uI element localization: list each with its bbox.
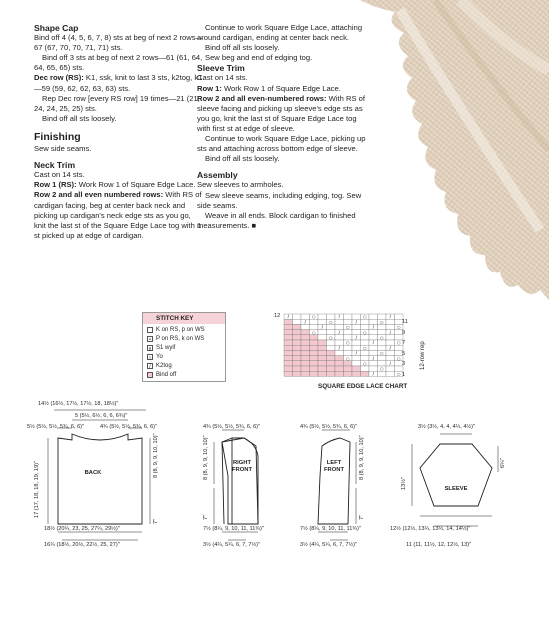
chart-cell [293, 335, 302, 340]
sleeve-row2-text: With RS of sleeve facing and picking up sleeve's edge sts as you go, knit the last st of Square Edge Lace tog with first st at edge of sleeve. [197, 93, 365, 133]
shaded-square-icon [147, 372, 153, 378]
right-front-bottom-1: 7½ (8¼, 9, 10, 11, 11¾)" [203, 526, 264, 532]
chart-symbol: / [355, 319, 357, 325]
chart-cell [318, 350, 327, 355]
sleeve-cast-on: Cast on 14 sts. [197, 73, 248, 83]
chart-symbol: / [338, 329, 340, 335]
chart-cell [344, 366, 353, 371]
chart-symbol: ○ [312, 329, 316, 335]
dot-square-icon: • [147, 336, 153, 342]
right-front-top: 4¾ (5½, 5½, 5¾, 6, 6)" [203, 424, 261, 430]
lace-chart-caption: SQUARE EDGE LACE CHART [318, 383, 408, 390]
slash-icon: / [147, 363, 153, 369]
back-armhole: 8 (8, 9, 9, 10, 10)" [153, 433, 159, 478]
chart-cell [335, 371, 344, 376]
back-shoulder-left: 5½ (5½, 5½, 5¾, 6, 6)" [27, 424, 85, 430]
sew-edging: Sew beg and end of edging tog. [205, 53, 313, 63]
lace-row-12: 12 [274, 313, 281, 319]
right-front-outline [222, 438, 258, 524]
stitch-key-title: STITCH KEY [143, 313, 225, 324]
chart-cell [318, 366, 327, 371]
sleeve-trim-heading: Sleeve Trim [197, 63, 245, 74]
chart-symbol: / [372, 371, 374, 377]
finishing-heading: Finishing [34, 130, 81, 143]
chart-cell [369, 314, 378, 319]
chart-symbol: / [372, 324, 374, 330]
chart-cell [344, 330, 353, 335]
left-front-bottom-2: 3½ (4¼, 5¼, 6, 7, 7½)" [300, 542, 358, 548]
chart-symbol: / [338, 345, 340, 351]
slip-stitch-icon: ∨ [148, 346, 152, 352]
chart-symbol: ○ [363, 345, 367, 351]
chart-symbol: ○ [397, 340, 401, 346]
shape-cap-step-2: Bind off 3 sts at beg of next 2 rows—61 (61, 64, 64, 65, 65) sts. [34, 53, 203, 73]
chart-cell [293, 314, 302, 319]
chart-cell [310, 340, 319, 345]
chart-symbol: ○ [397, 355, 401, 361]
left-front-label: LEFT FRONT [324, 460, 344, 473]
sew-sleeves: Sew sleeves to armholes. [197, 180, 284, 190]
back-label: BACK [84, 470, 102, 476]
chart-cell [344, 345, 353, 350]
chart-cell [378, 371, 387, 376]
sleeve-top: 3½ (3½, 4, 4, 4¼, 4½)" [418, 424, 476, 430]
chart-cell [318, 340, 327, 345]
chart-cell [344, 371, 353, 376]
chart-cell [378, 324, 387, 329]
chart-cell [284, 366, 293, 371]
sleeve-bottom-1: 12½ (12½, 13¼, 13½, 14, 14½)" [390, 526, 471, 532]
sleeve-length: 13½" [401, 477, 407, 490]
chart-symbol: ○ [363, 361, 367, 366]
shape-cap-heading: Shape Cap [34, 23, 79, 33]
chart-symbol: ○ [346, 340, 350, 346]
row1-label: Row 1 (RS): [34, 180, 77, 190]
continue-neck: Continue to work Square Edge Lace, attaching around cardigan, ending at center back neck. [197, 23, 363, 43]
sew-sleeve-seams: Sew sleeve seams, including edging, tog. Sew side seams. [197, 190, 362, 210]
lace-row-1: 1 [402, 372, 406, 378]
lace-row-3: 3 [402, 361, 406, 367]
right-front-side: 7" [203, 514, 209, 520]
bind-off-line: Bind off all sts loosely. [42, 113, 117, 123]
chart-cell [318, 345, 327, 350]
circle-icon: ○ [148, 355, 152, 361]
chart-symbol: / [389, 361, 391, 366]
chart-cell [301, 356, 310, 361]
back-top-width: 14½ (16½, 17½, 17½, 18, 18½)" [38, 401, 119, 407]
chart-cell [284, 356, 293, 361]
chart-cell [327, 366, 336, 371]
rep-dec-row: Rep Dec row [every RS row] 19 times—21 (21, 24, 24, 25, 25) sts. [34, 93, 200, 113]
chart-cell [284, 324, 293, 329]
chart-cell [284, 361, 293, 366]
key-item-k2tog: / K2tog [147, 362, 172, 370]
chart-cell [386, 350, 395, 355]
chart-symbol: / [389, 345, 391, 351]
chart-cell [293, 330, 302, 335]
chart-cell [335, 335, 344, 340]
chart-cell [318, 335, 327, 340]
chart-cell [335, 366, 344, 371]
chart-symbol: / [389, 329, 391, 335]
chart-cell [310, 335, 319, 340]
chart-symbol: ○ [397, 324, 401, 330]
chart-symbol: ○ [329, 335, 333, 340]
chart-cell [318, 361, 327, 366]
chart-cell [335, 361, 344, 366]
chart-cell [369, 345, 378, 350]
chart-symbol: ○ [380, 319, 384, 325]
assembly-heading: Assembly [197, 170, 238, 181]
chart-cell [361, 350, 370, 355]
sleeve-row1-label: Row 1: [197, 83, 222, 93]
chart-cell [293, 324, 302, 329]
chart-symbol: ○ [346, 355, 350, 361]
chart-cell [284, 345, 293, 350]
empty-square-icon [147, 327, 153, 333]
chart-cell [310, 361, 319, 366]
row-rep-label: 12-row rep [420, 341, 426, 370]
chart-cell [369, 361, 378, 366]
chart-symbol: ○ [346, 324, 350, 330]
stitch-key [142, 312, 226, 382]
key-item-bind-off: Bind off [147, 371, 176, 379]
back-side: 7" [153, 518, 159, 524]
neck-cast-on: Cast on 14 sts. [34, 170, 85, 180]
chart-cell [293, 319, 302, 324]
chart-cell [327, 340, 336, 345]
left-front-outline [318, 438, 350, 524]
chart-cell [318, 314, 327, 319]
chart-cell [378, 340, 387, 345]
chart-cell [301, 361, 310, 366]
bind-off-sleeve: Bind off all sts loosely. [205, 154, 280, 164]
chart-cell [352, 371, 361, 376]
sleeve-bottom-2: 11 (11, 11½, 12, 12½, 13)" [406, 542, 472, 548]
chart-cell [301, 324, 310, 329]
lace-row-11: 11 [402, 319, 408, 325]
chart-cell [310, 319, 319, 324]
chart-cell [327, 356, 336, 361]
chart-cell [327, 350, 336, 355]
left-front-armhole: 8 (8, 9, 9, 10, 10)" [359, 435, 365, 480]
chart-cell [301, 371, 310, 376]
chart-cell [310, 356, 319, 361]
chart-cell [361, 366, 370, 371]
neck-row-1 [34, 180, 204, 190]
chart-symbol: / [355, 335, 357, 340]
chart-cell [352, 366, 361, 371]
left-front-side: 7" [359, 514, 365, 520]
instructions-column-1 [34, 23, 204, 241]
chart-symbol: ○ [380, 335, 384, 340]
chart-cell [284, 340, 293, 345]
right-front-label: RIGHT FRONT [232, 460, 252, 473]
chart-cell [284, 350, 293, 355]
chart-cell [293, 345, 302, 350]
back-neck-width: 5 (5½, 6½, 6, 6, 6¾)" [75, 413, 128, 419]
chart-cell [378, 356, 387, 361]
chart-cell [344, 314, 353, 319]
chart-cell [335, 356, 344, 361]
chart-cell [344, 361, 353, 366]
chart-symbol: / [355, 350, 357, 356]
chart-cell [310, 350, 319, 355]
chart-symbol: ○ [329, 319, 333, 325]
chart-symbol: ○ [380, 350, 384, 356]
chart-cell [310, 366, 319, 371]
chart-cell [352, 356, 361, 361]
chart-cell [361, 335, 370, 340]
bind-off-neck: Bind off all sts loosely. [205, 43, 280, 53]
chart-cell [301, 366, 310, 371]
chart-cell [327, 345, 336, 350]
chart-symbol: ○ [380, 366, 384, 372]
sleeve-row2-label: Row 2 and all even-numbered rows: [197, 93, 327, 103]
chart-cell [327, 361, 336, 366]
key-item-slip: ∨ S1 wyif [148, 344, 176, 352]
chart-symbol: / [372, 355, 374, 361]
chart-cell [386, 319, 395, 324]
chart-symbol: / [372, 340, 374, 346]
row2-text: With RS of cardigan facing, beg at center back neck and picking up cardigan's neck edge sts as you go, knit the last st of the Square Edge Lace tog with 1 st picked up at edge of cardigan. [34, 190, 202, 240]
left-front-top: 4¾ (5½, 5½, 5¾, 6, 6)" [300, 424, 358, 430]
chart-symbol: ○ [312, 314, 316, 320]
chart-symbol: ○ [363, 329, 367, 335]
right-front-bottom-2: 3½ (4¼, 5¼, 6, 7, 7½)" [203, 542, 261, 548]
left-front-bottom-1: 7½ (8¼, 9, 10, 11, 11¾)" [300, 526, 361, 532]
lace-row-9: 9 [402, 330, 406, 336]
chart-symbol: ○ [363, 314, 367, 320]
chart-cell [293, 366, 302, 371]
chart-cell [352, 340, 361, 345]
dec-row [34, 73, 204, 93]
chart-cell [361, 371, 370, 376]
neck-trim-heading: Neck Trim [34, 160, 76, 171]
dec-row-text: K1, ssk, knit to last 3 sts, k2tog, k1—59 (59, 62, 62, 63, 63) sts. [34, 73, 203, 93]
back-outline [58, 434, 142, 524]
key-item-yo: ○ Yo [148, 353, 163, 361]
sleeve-cap: 6¼" [500, 458, 506, 468]
chart-cell [310, 371, 319, 376]
chart-cell [301, 350, 310, 355]
chart-cell [318, 330, 327, 335]
sleeve-label: SLEEVE [444, 486, 468, 492]
chart-cell [327, 324, 336, 329]
shape-cap-step-1: Bind off 4 (4, 5, 6, 7, 8) sts at beg of next 2 rows—67 (67, 70, 70, 71, 71) sts. [34, 33, 204, 53]
chart-cell [293, 361, 302, 366]
chart-cell [327, 371, 336, 376]
chart-cell [386, 335, 395, 340]
weave-ends: Weave in all ends. Block cardigan to finished measurements. ■ [197, 210, 356, 230]
chart-cell [293, 371, 302, 376]
chart-cell [293, 340, 302, 345]
chart-symbol: / [389, 314, 391, 320]
right-front-armhole: 8 (8, 9, 9, 10, 10)" [203, 435, 209, 480]
knit-lace-photo [340, 0, 549, 300]
sew-side-seams: Sew side seams. [34, 144, 92, 154]
lace-row-7: 7 [402, 340, 406, 346]
chart-cell [352, 361, 361, 366]
back-bottom-2: 16¼ (18½, 20½, 22½, 25, 27)" [44, 542, 120, 548]
neck-row-2 [34, 190, 204, 240]
chart-cell [293, 350, 302, 355]
chart-cell [301, 340, 310, 345]
sleeve-row1-text: Work Row 1 of Square Edge Lace. [221, 83, 341, 93]
chart-cell [361, 319, 370, 324]
chart-cell [284, 319, 293, 324]
row1-text: Work Row 1 of Square Edge Lace. [76, 180, 196, 190]
back-length: 17 (17, 18, 18, 19, 19)" [34, 460, 40, 518]
chart-cell [284, 371, 293, 376]
chart-cell [301, 330, 310, 335]
chart-symbol: / [338, 314, 340, 320]
lace-row-5: 5 [402, 351, 406, 357]
back-bottom-1: 18½ (20¼, 23, 25, 27¼, 29½)" [44, 526, 120, 532]
dec-row-label: Dec row (RS): [34, 73, 84, 83]
key-item-purl: • P on RS, k on WS [147, 335, 204, 343]
key-item-knit: K on RS, p on WS [147, 326, 205, 334]
chart-cell [318, 371, 327, 376]
chart-symbol: / [287, 314, 289, 320]
chart-cell [318, 356, 327, 361]
chart-cell [335, 319, 344, 324]
row2-label: Row 2 and all even numbered rows: [34, 190, 164, 200]
chart-cell [310, 345, 319, 350]
chart-cell [301, 345, 310, 350]
chart-cell [352, 324, 361, 329]
continue-sleeve: Continue to work Square Edge Lace, picking up sts and attaching across bottom edge of sleeve. [197, 134, 366, 154]
chart-cell [386, 371, 395, 376]
chart-cell [293, 356, 302, 361]
chart-symbol: ○ [397, 371, 401, 377]
sleeve-outline [420, 444, 492, 506]
chart-symbol: / [304, 319, 306, 325]
back-shoulder-right: 4¾ (5½, 5½, 5¾, 6, 6)" [100, 424, 158, 430]
chart-cell [284, 330, 293, 335]
chart-cell [335, 350, 344, 355]
chart-symbol: / [321, 324, 323, 330]
chart-cell [301, 335, 310, 340]
chart-cell [284, 335, 293, 340]
chart-cell [386, 366, 395, 371]
chart-cell [369, 330, 378, 335]
